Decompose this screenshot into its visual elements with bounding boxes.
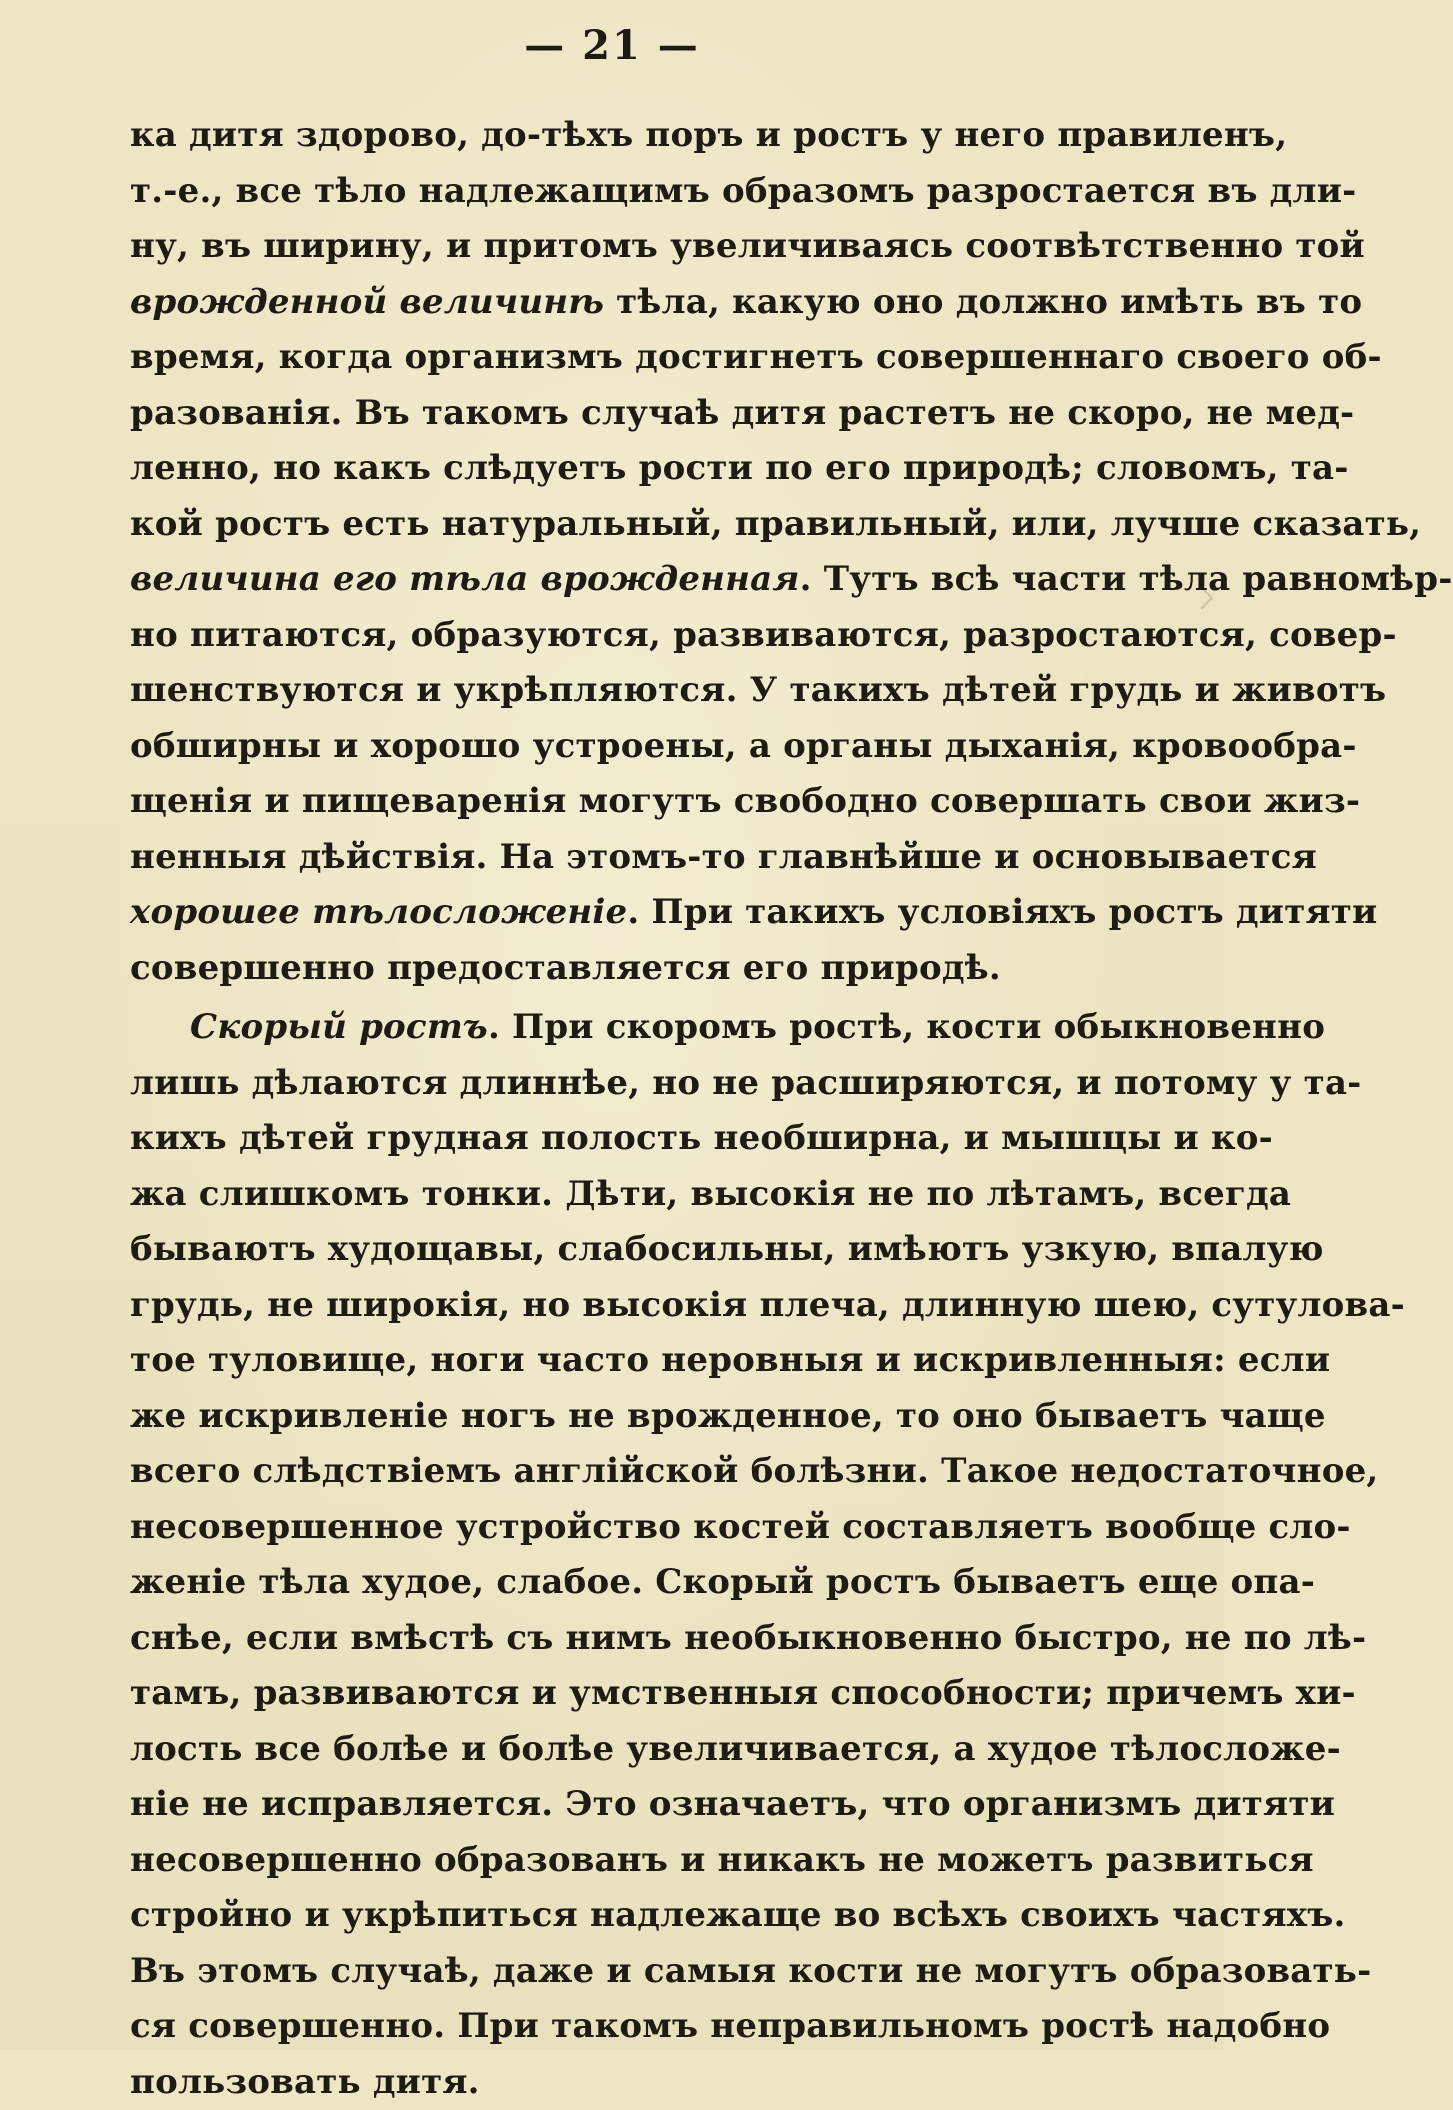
text-line: стройно и укрѣпиться надлежаще во всѣхъ своихъ частяхъ.	[130, 1888, 1175, 1944]
text-line: щенія и пищеваренія могутъ свободно совершать свои жиз-	[130, 774, 1175, 830]
text-line: разованія. Въ такомъ случаѣ дитя растетъ не скоро, не мед-	[130, 386, 1175, 442]
text-line	[130, 552, 1175, 608]
text-line: ка дитя здорово, до-тѣхъ поръ и ростъ у него правиленъ,	[130, 108, 1175, 164]
text-segment: . Тутъ всѣ части тѣла равномѣр-	[800, 559, 1453, 599]
italic-phrase: хорошее тѣлосложеніе	[130, 892, 627, 932]
text-line: но питаются, образуются, развиваются, разростаются, совер-	[130, 608, 1175, 664]
text-line	[130, 885, 1175, 941]
text-line: Въ этомъ случаѣ, даже и самыя кости не могутъ образовать-	[130, 1944, 1175, 2000]
text-segment: . При такихъ условіяхъ ростъ дитяти	[627, 892, 1377, 932]
body-text	[130, 108, 1175, 2110]
text-line: несовершенно образованъ и никакъ не можетъ развиться	[130, 1833, 1175, 1889]
section-heading: Скорый ростъ	[190, 1007, 488, 1047]
text-line: ну, въ ширину, и притомъ увеличиваясь соотвѣтственно той	[130, 219, 1175, 275]
text-line: лишь дѣлаются длиннѣе, но не расширяются, и потому у та-	[130, 1056, 1175, 1112]
text-line: тое туловище, ноги часто неровныя и искривленныя: если	[130, 1333, 1175, 1389]
text-line: совершенно предоставляется его природѣ.	[130, 941, 1175, 997]
text-line: шенствуются и укрѣпляются. У такихъ дѣтей грудь и животъ	[130, 663, 1175, 719]
text-line: же искривленіе ногъ не врожденное, то оно бываетъ чаще	[130, 1389, 1175, 1445]
text-line: жа слишкомъ тонки. Дѣти, высокія не по лѣтамъ, всегда	[130, 1167, 1175, 1223]
text-line: всего слѣдствіемъ англійской болѣзни. Такое недостаточное,	[130, 1444, 1175, 1500]
text-line: несовершенное устройство костей составляетъ вообще сло-	[130, 1500, 1175, 1556]
text-segment: тѣла, какую оно должно имѣть въ то	[604, 282, 1362, 322]
page-number: — 21 —	[0, 22, 1224, 69]
text-line: кихъ дѣтей грудная полость необширна, и мышцы и ко-	[130, 1111, 1175, 1167]
text-line	[130, 1000, 1175, 1056]
text-line: женіе тѣла худое, слабое. Скорый ростъ бываетъ еще опа-	[130, 1555, 1175, 1611]
text-line: т.-е., все тѣло надлежащимъ образомъ разростается въ дли-	[130, 164, 1175, 220]
text-line: пользовать дитя.	[130, 2055, 1175, 2110]
text-line	[130, 275, 1175, 331]
text-line: ся совершенно. При такомъ неправильномъ ростѣ надобно	[130, 1999, 1175, 2055]
italic-phrase: врожденной величинѣ	[130, 282, 604, 322]
text-line: кой ростъ есть натуральный, правильный, или, лучше сказать,	[130, 497, 1175, 553]
text-line: грудь, не широкія, но высокія плеча, длинную шею, сутулова-	[130, 1278, 1175, 1334]
text-line: время, когда организмъ достигнетъ совершеннаго своего об-	[130, 330, 1175, 386]
text-line: обширны и хорошо устроены, а органы дыханія, кровообра-	[130, 719, 1175, 775]
text-line: бываютъ худощавы, слабосильны, имѣютъ узкую, впалую	[130, 1222, 1175, 1278]
text-line: ненныя дѣйствія. На этомъ-то главнѣйше и основывается	[130, 830, 1175, 886]
italic-phrase: величина его тѣла врожденная	[130, 559, 800, 599]
text-line: ленно, но какъ слѣдуетъ рости по его природѣ; словомъ, та-	[130, 441, 1175, 497]
text-segment: . При скоромъ ростѣ, кости обыкновенно	[488, 1007, 1325, 1047]
text-line: лость все болѣе и болѣе увеличивается, а худое тѣлосложе-	[130, 1722, 1175, 1778]
text-line: тамъ, развиваются и умственныя способности; причемъ хи-	[130, 1666, 1175, 1722]
text-line: ніе не исправляется. Это означаетъ, что организмъ дитяти	[130, 1777, 1175, 1833]
text-line: снѣе, если вмѣстѣ съ нимъ необыкновенно быстро, не по лѣ-	[130, 1611, 1175, 1667]
